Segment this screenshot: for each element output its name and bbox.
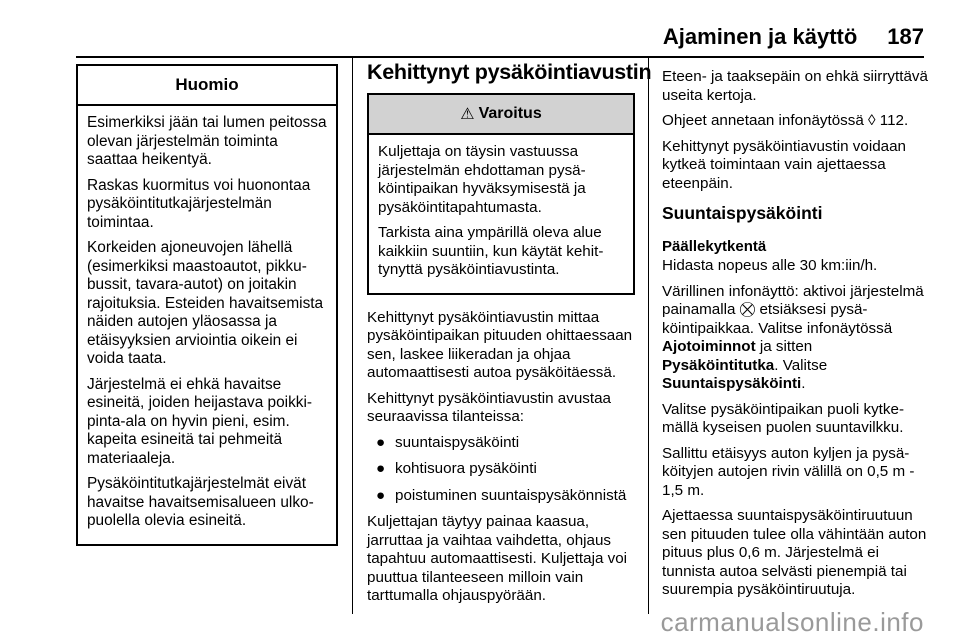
note-paragraph: Pysäköintitutkajärjestelmät eivät havaitse havaitsemisalueen ulkopuolella olevia esineitä. bbox=[87, 475, 314, 529]
list-item: ● kohtisuora pysäköinti bbox=[376, 460, 537, 477]
header-title: Ajaminen ja käyttö bbox=[662, 24, 858, 49]
section-title: Kehittynyt pysäköintiavustin bbox=[367, 60, 652, 84]
bullet-icon: ● bbox=[376, 486, 386, 504]
body-paragraph: Kehittynyt pysäköintiavustin voidaan kytkeä toimintaan vain ajettaessa eteenpäin. bbox=[662, 137, 906, 192]
note-heading: Huomio bbox=[78, 66, 336, 106]
page-reference-icon: ◊ bbox=[868, 112, 876, 129]
body-paragraph: Ajettaessa suuntaispysäköintiruutuun sen pituuden tulee olla vähintään auton pituus plus 0,6 m. Järjestelmä ei tunnista autoa selvästi pienempiä tai suurempia pysäköintiruutuja. bbox=[662, 507, 927, 598]
column-divider bbox=[648, 56, 649, 614]
warning-box bbox=[367, 93, 635, 295]
body-paragraph: Ohjeet annetaan infonäytössä ◊ 112. bbox=[662, 112, 909, 129]
body-paragraph: Kehittynyt pysäköintiavustin mittaa pysäköintipaikan pituuden ohittaessaan sen, laskee liikeradan ja ohjaa automaattisesti autoa pysäköitäessä. bbox=[367, 308, 633, 381]
body-paragraph: Värillinen infonäyttö: aktivoi järjestelmä painamalla ⛒ etsiäksesi pysäköintipaikkaa. Valitse infonäytössä Ajotoiminnot ja sitten Pysäköintitutka. Valitse Suuntaispysäköinti. bbox=[662, 282, 924, 392]
middle-column bbox=[367, 56, 652, 613]
minor-heading: Päällekytkentä bbox=[662, 238, 767, 255]
warning-heading: Varoitus bbox=[478, 105, 542, 122]
note-box bbox=[76, 64, 338, 546]
warning-triangle-icon: ⚠ bbox=[460, 106, 475, 123]
watermark: carmanualsonline.info bbox=[660, 607, 924, 637]
list-item: ● suuntaispysäköinti bbox=[376, 433, 520, 451]
page-number: 187 bbox=[887, 24, 924, 49]
bullet-icon: ● bbox=[376, 433, 386, 451]
note-paragraph: Raskas kuormitus voi huonontaa pysäköintitutkajärjestelmän toimintaa. bbox=[87, 176, 311, 231]
note-paragraph: Järjestelmä ei ehkä havaitse esineitä, joiden heijastava poikkipinta-ala on hyvin pieni, esim. kapeita esineitä tai pehmeitä materiaaleja. bbox=[87, 375, 313, 467]
left-column bbox=[76, 56, 338, 546]
situation-list bbox=[367, 434, 635, 506]
body-paragraph: Hidasta nopeus alle 30 km:iin/h. bbox=[662, 257, 878, 274]
warning-paragraph: Kuljettaja on täysin vastuussa järjestelmän ehdottaman pysäköintipaikan hyväksymisestä ja pysäköintitapahtumasta. bbox=[378, 143, 586, 216]
body-paragraph: Sallittu etäisyys auton kyljen ja pysäköityjen autojen rivin välillä on 0,5 m - 1,5 m. bbox=[662, 444, 915, 499]
right-column bbox=[662, 56, 930, 607]
parking-button-icon: ⛒ bbox=[739, 301, 756, 318]
subheading: Suuntaispysäköinti bbox=[662, 203, 823, 223]
warning-paragraph: Tarkista aina ympärillä oleva alue kaikkiin suuntiin, kun käytät kehittynyttä pysäköintiavustinta. bbox=[378, 224, 604, 278]
body-paragraph: Kehittynyt pysäköintiavustin avustaa seuraavissa tilanteissa: bbox=[367, 389, 611, 425]
note-paragraph: Korkeiden ajoneuvojen lähellä (esimerkiksi maastoautot, pikkubussit, tavara-autot) on joitakin rajoituksia. Esteiden havaitsemista näiden autojen yläosassa ja etäisyyksien arviointia oikein ei voida taata. bbox=[87, 239, 324, 367]
body-paragraph: Eteen- ja taaksepäin on ehkä siirryttävä useita kertoja. bbox=[662, 68, 928, 104]
bullet-icon: ● bbox=[376, 460, 386, 477]
page-header bbox=[663, 22, 924, 52]
note-paragraph: Esimerkiksi jään tai lumen peitossa olevan järjestelmän toiminta saattaa heikentyä. bbox=[87, 114, 327, 168]
body-paragraph: Valitse pysäköintipaikan puoli kytkemällä kyseisen puolen suuntavilkku. bbox=[662, 400, 905, 436]
warning-heading-bar bbox=[369, 95, 633, 135]
column-divider bbox=[352, 56, 353, 614]
body-paragraph: Kuljettajan täytyy painaa kaasua, jarruttaa ja vaihtaa vaihdetta, ohjaus tapahtuu automaattisesti. Kuljettaja voi puuttua tilanteeseen milloin vain tarttumalla ohjauspyörään. bbox=[367, 513, 628, 604]
list-item: ● poistuminen suuntaispysäkönnistä bbox=[376, 486, 627, 504]
